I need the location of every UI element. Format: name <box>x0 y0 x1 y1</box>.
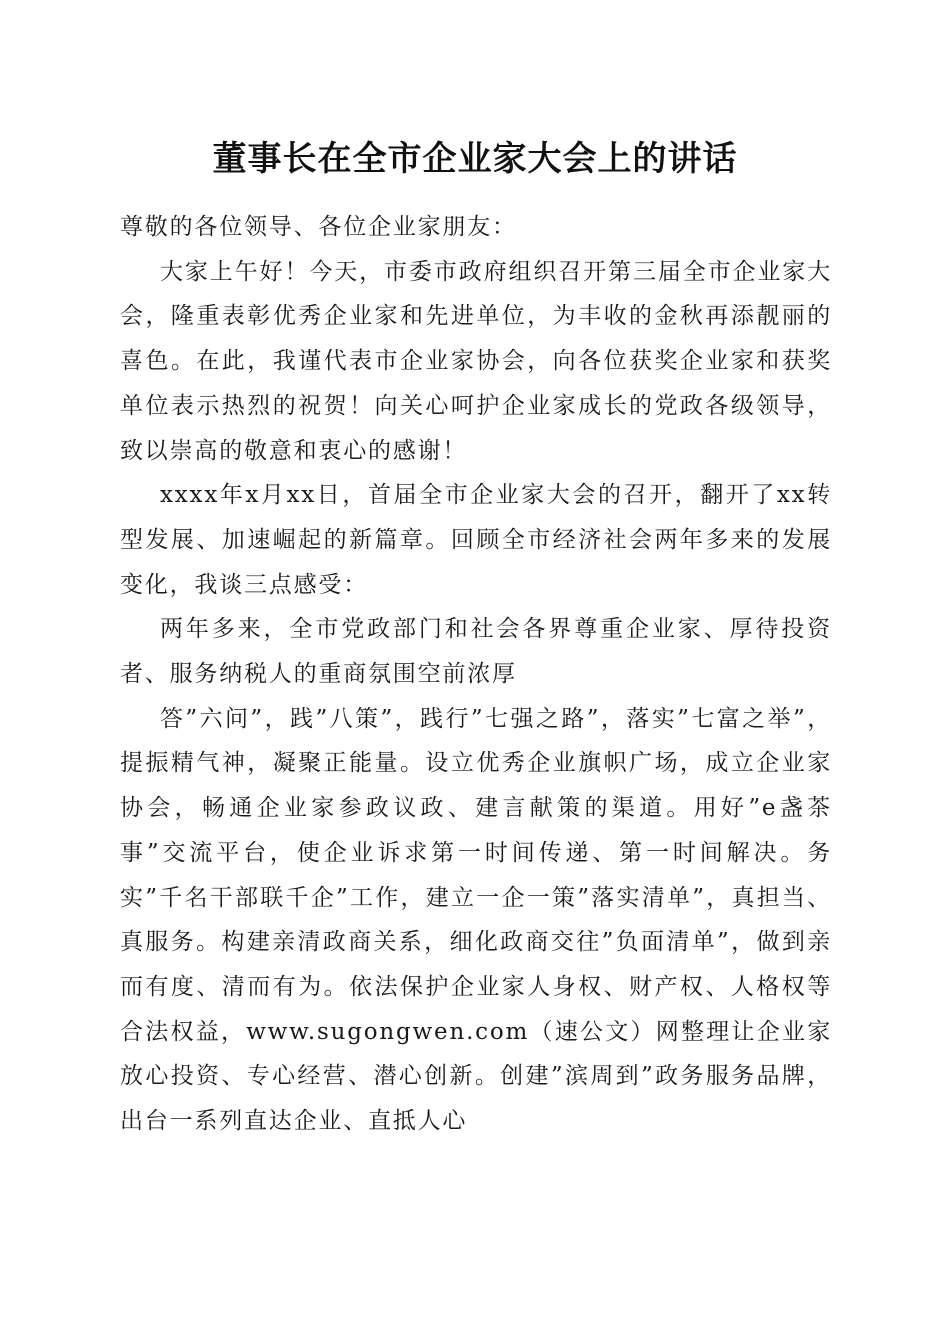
salutation: 尊敬的各位领导、各位企业家朋友： <box>120 214 517 240</box>
document-title: 董事长在全市企业家大会上的讲话 <box>212 139 738 179</box>
paragraph-review: xxxx年x月xx日，首届全市企业家大会的召开，翻开了xx转型发展、加速崛起的新篇章。回顾全市经济社会两年多来的发展变化，我谈三点感受： <box>120 482 832 598</box>
paragraph-measures: 答”六问”，践”八策”，践行”七强之路”，落实”七富之举”，提振精气神，凝聚正能量。设立优秀企业旗帜广场，成立企业家协会，畅通企业家参政议政、建言献策的渠道。用好”e盏茶事”交流平台，使企业诉求第一时间传递、第一时间解决。务实”千名干部联千企”工作，建立一企一策”落实清单”，真担当、真服务。构建亲清政商关系，细化政商交往”负面清单”，做到亲而有度、清而有为。依法保护企业家人身权、财产权、人格权等合法权益，www.sugongwen.com（速公文）网整理让企业家放心投资、专心经营、潜心创新。创建”滨周到”政务服务品牌，出台一系列直达企业、直抵人心 <box>120 705 832 1135</box>
document-body <box>120 205 832 1144</box>
paragraph-first-point: 两年多来，全市党政部门和社会各界尊重企业家、厚待投资者、服务纳税人的重商氛围空前浓厚 <box>120 616 832 688</box>
paragraph-greeting: 大家上午好！今天，市委市政府组织召开第三届全市企业家大会，隆重表彰优秀企业家和先进单位，为丰收的金秋再添靓丽的喜色。在此，我谨代表市企业家协会，向各位获奖企业家和获奖单位表示热烈的祝贺！向关心呵护企业家成长的党政各级领导，致以崇高的敬意和衷心的感谢！ <box>120 258 832 464</box>
